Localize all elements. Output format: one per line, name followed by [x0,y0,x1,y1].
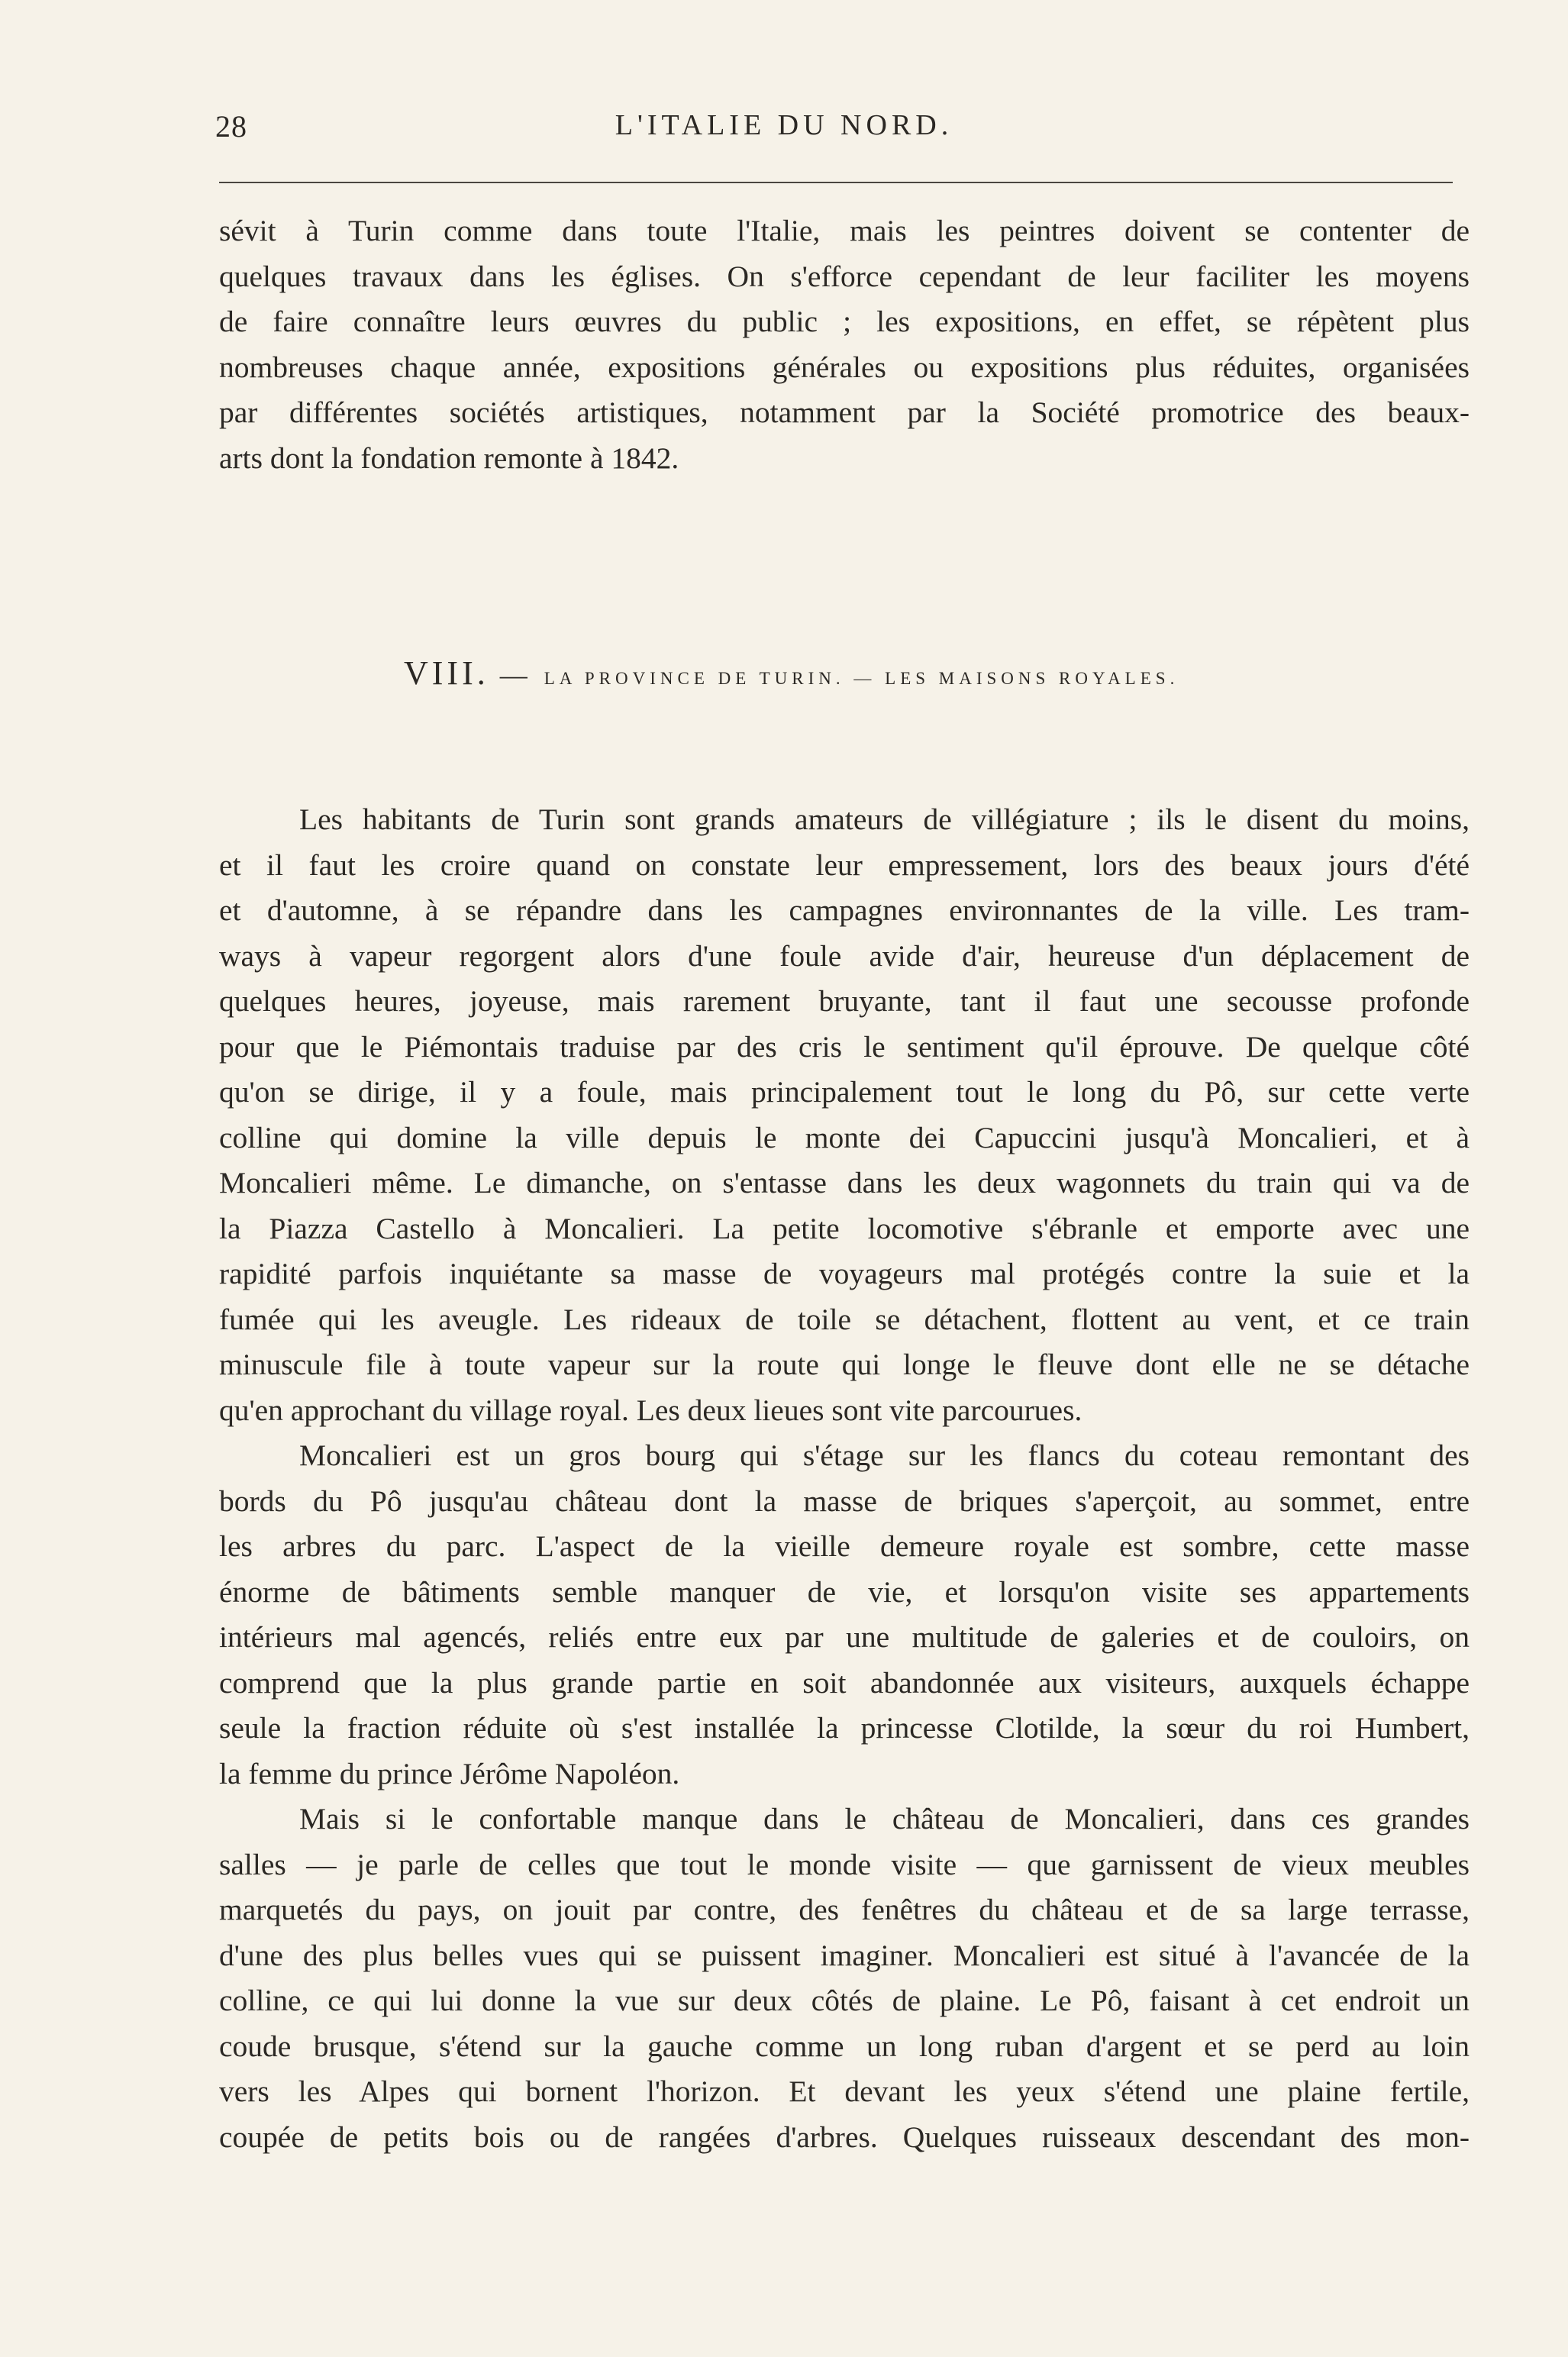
text-line: Les habitants de Turin sont grands amateurs de villégiature ; ils le disent du moins, [299,802,1470,836]
text-line: énorme de bâtiments semble manquer de vie, et lorsqu'on visite ses appartements [219,1574,1470,1609]
text-line: de faire connaître leurs œuvres du public ; les expositions, en effet, se répètent plus [219,305,1470,338]
text-line: ways à vapeur regorgent alors d'une foule avide d'air, heureuse d'un déplacement de [219,938,1470,973]
section-number: VIII. [404,654,489,692]
text-line: comprend que la plus grande partie en soit abandonnée aux visiteurs, auxquels échappe [219,1665,1470,1700]
paragraph [219,1797,1470,2160]
text-line: d'une des plus belles vues qui se puissent imaginer. Moncalieri est situé à l'avancée de la [219,1938,1470,1972]
paragraph [219,1433,1470,1797]
text-line: par différentes sociétés artistiques, notamment par la Société promotrice des beaux- [219,396,1470,429]
section-title: LA PROVINCE DE TURIN. — LES MAISONS ROYALES. [544,669,1179,688]
text-line: qu'en approchant du village royal. Les deux lieues sont vite parcourues. [219,1393,1082,1427]
text-line: salles — je parle de celles que tout le monde visite — que garnissent de vieux meubles [219,1847,1470,1881]
text-line: intérieurs mal agencés, reliés entre eux par une multitude de galeries et de couloirs, on [219,1620,1470,1654]
text-line: vers les Alpes qui bornent l'horizon. Et devant les yeux s'étend une plaine fertile, [219,2074,1470,2108]
text-line: et d'automne, à se répandre dans les campagnes environnantes de la ville. Les tram- [219,893,1470,927]
header-rule [219,182,1453,183]
text-line: quelques travaux dans les églises. On s'efforce cependant de leur faciliter les moyens [219,259,1470,293]
section-heading [404,651,1179,704]
running-head: L'ITALIE DU NORD. [615,109,953,141]
text-line: colline qui domine la ville depuis le monte dei Capuccini jusqu'à Moncalieri, et à [219,1120,1470,1154]
text-line: fumée qui les aveugle. Les rideaux de toile se détachent, flottent au vent, et ce train [219,1302,1470,1336]
text-line: quelques heures, joyeuse, mais rarement bruyante, tant il faut une secousse profonde [219,984,1470,1018]
text-line: la Piazza Castello à Moncalieri. La petite locomotive s'ébranle et emporte avec une [219,1211,1470,1245]
text-line: et il faut les croire quand on constate leur empressement, lors des beaux jours d'été [219,848,1470,882]
text-line: seule la fraction réduite où s'est installée la princesse Clotilde, la sœur du roi Humbert, [219,1711,1470,1745]
text-line: rapidité parfois inquiétante sa masse de voyageurs mal protégés contre la suie et la [219,1257,1470,1290]
text-line: Moncalieri est un gros bourg qui s'étage sur les flancs du coteau remontant des [299,1438,1470,1472]
section-dash: — [499,660,528,690]
paragraph-continued [219,208,1470,481]
text-line: Moncalieri même. Le dimanche, on s'entasse dans les deux wagonnets du train qui va de [219,1166,1470,1199]
text-line: arts dont la fondation remonte à 1842. [219,441,679,475]
text-line: la femme du prince Jérôme Napoléon. [219,1756,680,1790]
text-line: colline, ce qui lui donne la vue sur deux côtés de plaine. Le Pô, faisant à cet endroit un [219,1984,1470,2017]
text-line: Mais si le confortable manque dans le château de Moncalieri, dans ces grandes [299,1802,1470,1836]
page-number: 28 [215,109,247,144]
text-line: sévit à Turin comme dans toute l'Italie, mais les peintres doivent se contenter de [219,214,1470,247]
text-line: bords du Pô jusqu'au château dont la masse de briques s'aperçoit, au sommet, entre [219,1484,1470,1518]
text-line: nombreuses chaque année, expositions générales ou expositions plus réduites, organisées [219,350,1470,384]
paragraph [219,797,1470,1433]
text-line: les arbres du parc. L'aspect de la vieille demeure royale est sombre, cette masse [219,1529,1470,1563]
text-line: minuscule file à toute vapeur sur la route qui longe le fleuve dont elle ne se détache [219,1348,1470,1381]
text-line: pour que le Piémontais traduise par des cris le sentiment qu'il éprouve. De quelque côté [219,1029,1470,1064]
text-line: marquetés du pays, on jouit par contre, des fenêtres du château et de sa large terrasse, [219,1893,1470,1926]
text-line: qu'on se dirige, il y a foule, mais principalement tout le long du Pô, sur cette verte [219,1075,1470,1109]
text-line: coupée de petits bois ou de rangées d'arbres. Quelques ruisseaux descendant des mon- [219,2120,1470,2154]
text-line: coude brusque, s'étend sur la gauche comme un long ruban d'argent et se perd au loin [219,2029,1470,2063]
